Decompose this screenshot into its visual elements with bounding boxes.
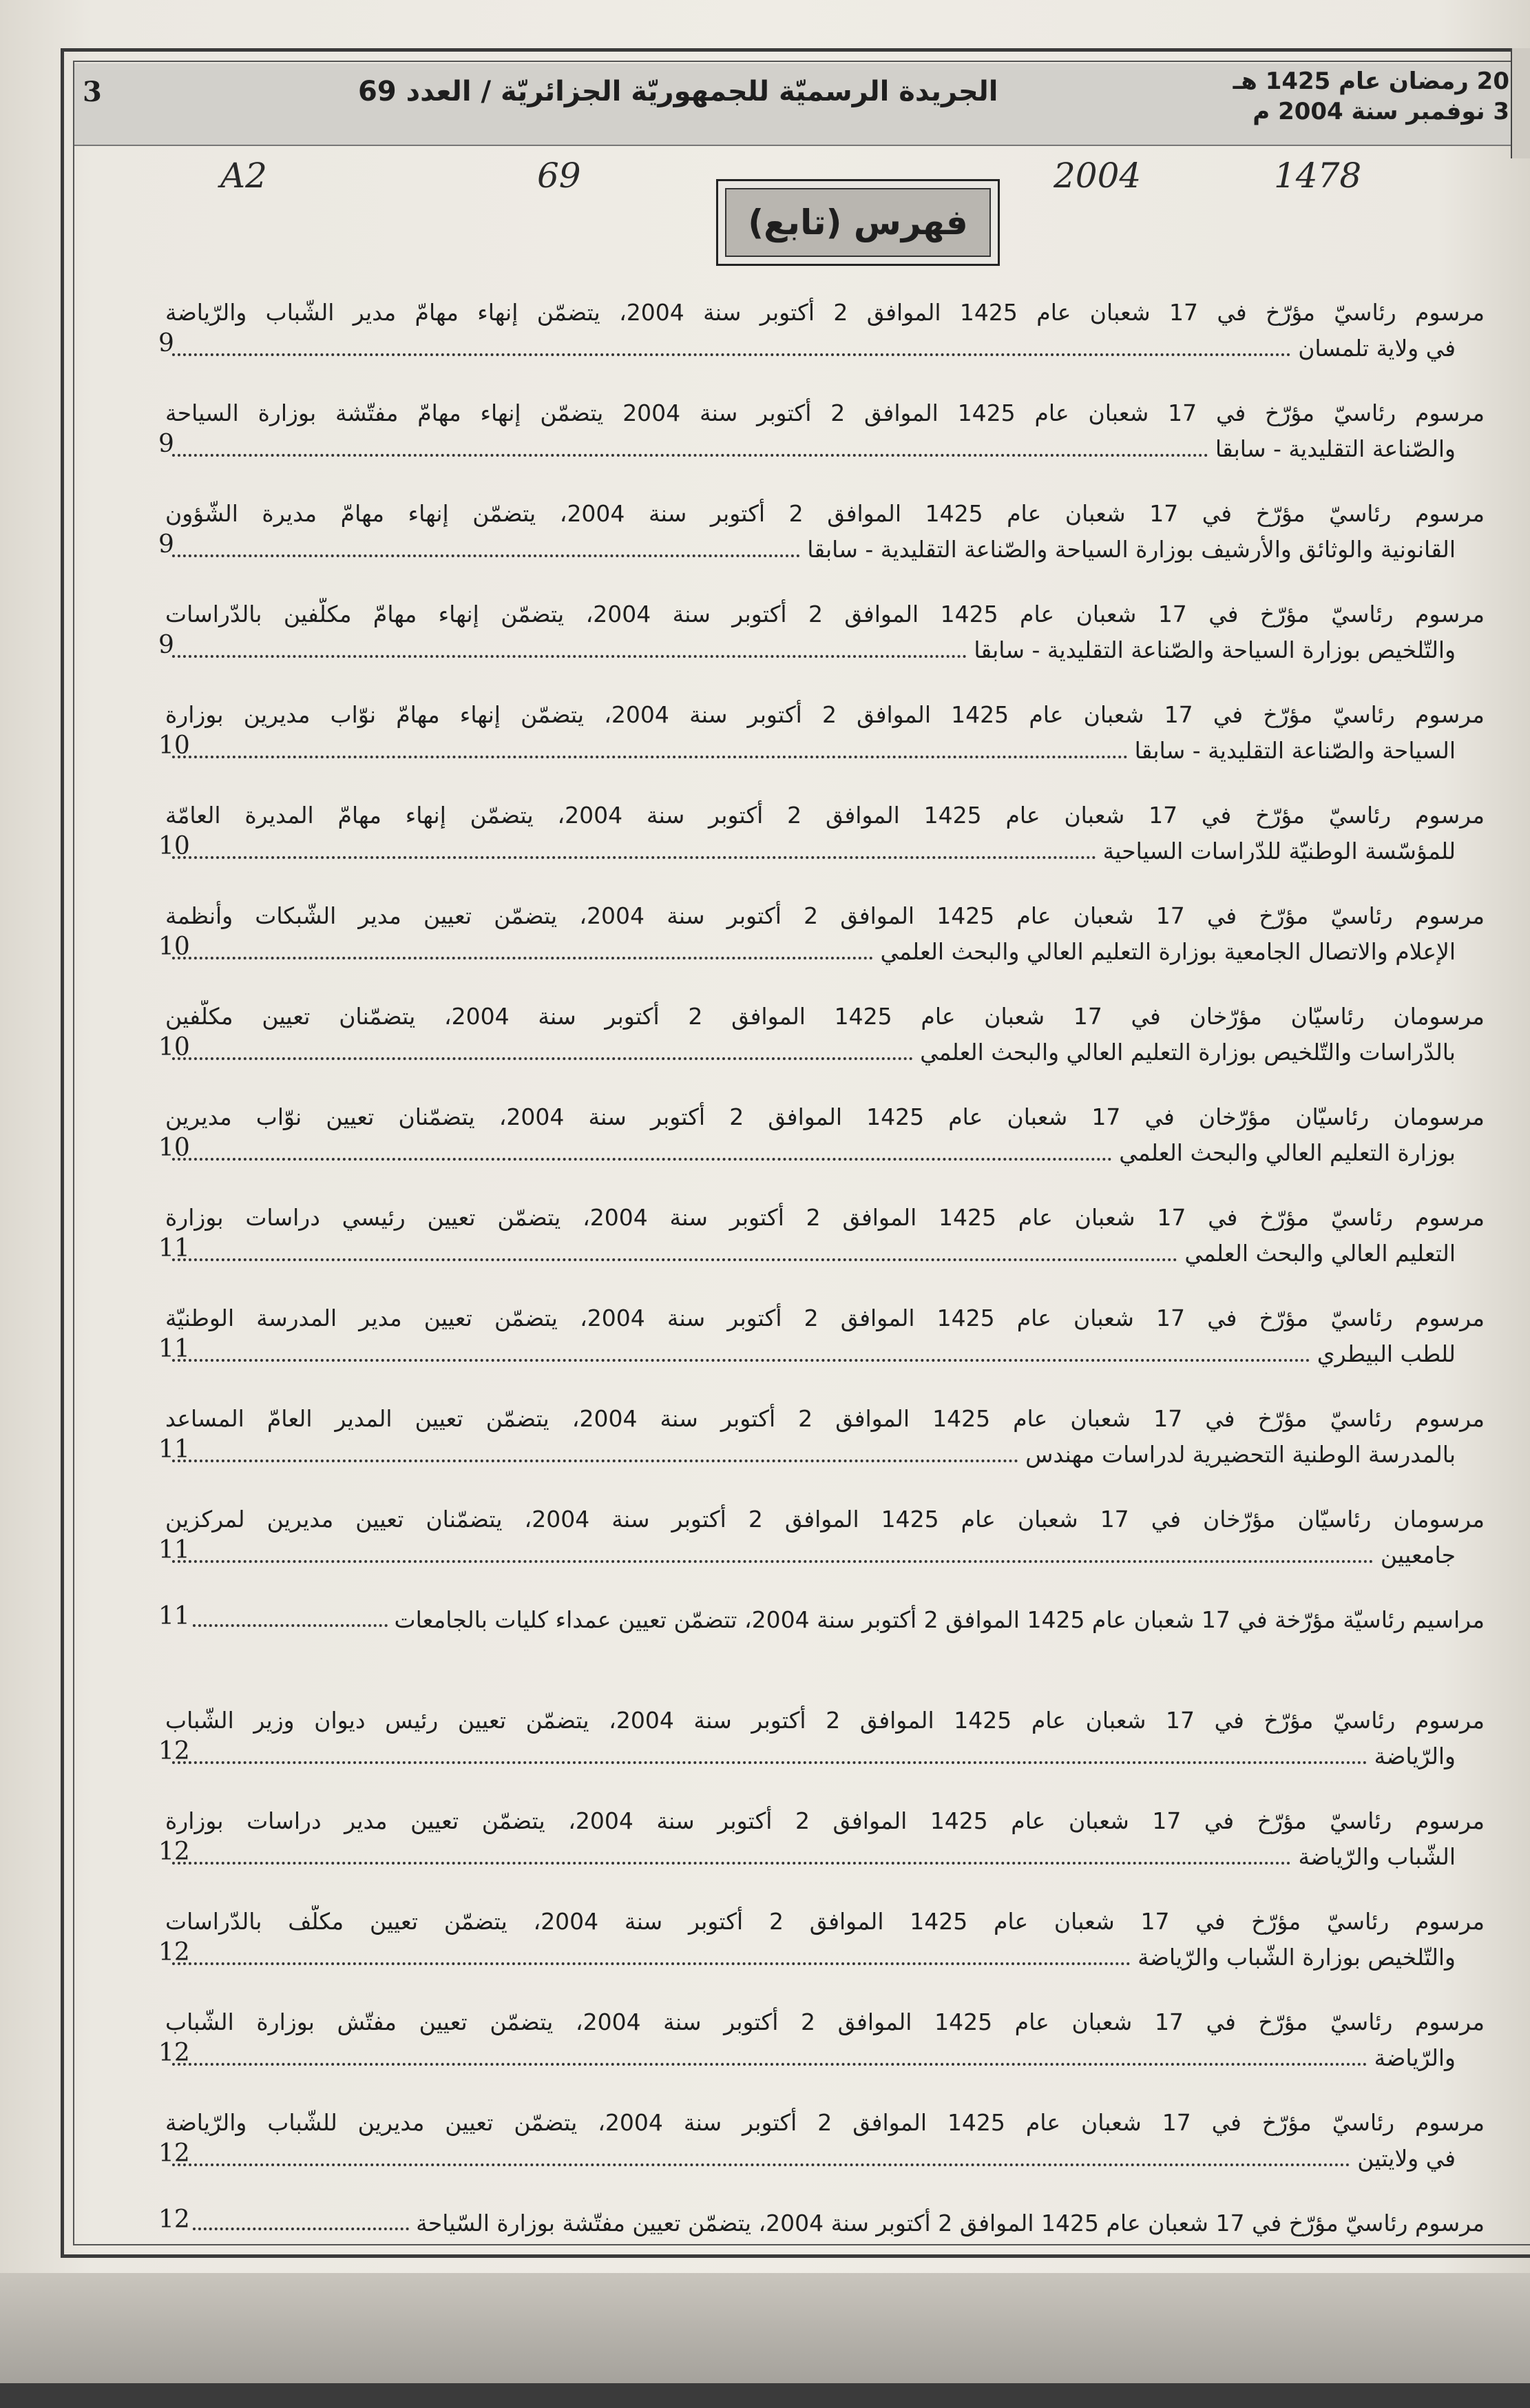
index-entry-page: 10	[158, 933, 190, 961]
index-entry-line2: والتّلخيص بوزارة الشّباب والرّياضة	[1138, 1944, 1456, 1971]
index-entry	[158, 390, 1485, 490]
index-entry-text	[165, 397, 1485, 430]
index-entry	[158, 1999, 1485, 2099]
index-entry-text	[165, 1905, 1485, 1938]
index-entry-page: 9	[158, 530, 174, 559]
index-entry-line2: القانونية والوثائق والأرشيف بوزارة السياحة والصّناعة التقليدية - سابقا	[807, 536, 1456, 563]
index-entry-line2: الشّباب والرّياضة	[1298, 1843, 1456, 1870]
dot-leader	[193, 2207, 409, 2230]
index-entry-line2: والرّياضة	[1374, 1743, 1456, 1769]
index-entry-text	[165, 1603, 1485, 1637]
dot-leader	[172, 735, 1128, 758]
index-entry-line1: مرسوم رئاسيّ مؤرّخ في 17 شعبان عام 1425 الموافق 2 أكتوبر سنة 2004، يتضمّن تعيين مدير الشّبكات وأنظمة	[165, 902, 1485, 929]
index-entry-line2: جامعيين	[1380, 1542, 1456, 1568]
index-entry-line2: بالدّراسات والتّلخيص بوزارة التعليم العالي والبحث العلمي	[920, 1039, 1456, 1066]
index-entry-line1: مرسومان رئاسيّان مؤرّخان في 17 شعبان عام 1425 الموافق 2 أكتوبر سنة 2004، يتضمّنان تعيين مديرين لمركزين	[165, 1506, 1485, 1533]
dot-leader	[172, 1137, 1112, 1161]
index-entry-continuation	[165, 1136, 1456, 1170]
index-entry	[158, 1295, 1485, 1395]
index-entry	[158, 893, 1485, 993]
dot-leader	[172, 1238, 1177, 1261]
index-entry-text	[165, 497, 1485, 530]
index-entry-continuation	[165, 1438, 1456, 1471]
index-entry-text	[165, 598, 1485, 631]
index-entry-page: 11	[158, 1234, 190, 1263]
index-entry-page: 10	[158, 832, 190, 860]
index-entry	[158, 1094, 1485, 1194]
index-entry-page: 12	[158, 2039, 190, 2067]
index-entry-page: 11	[158, 1335, 190, 1363]
index-entry-text	[165, 799, 1485, 832]
issue-date	[1233, 66, 1509, 127]
index-entry-page: 12	[158, 1737, 190, 1765]
dot-leader	[172, 936, 873, 959]
index-entry-continuation	[165, 835, 1456, 868]
dot-leader	[172, 1741, 1367, 1764]
index-entry-line1: مرسوم رئاسيّ مؤرّخ في 17 شعبان عام 1425 الموافق 2 أكتوبر سنة 2004، يتضمّن تعيين المدير العامّ المساعد	[165, 1405, 1485, 1432]
dot-leader	[172, 1338, 1310, 1362]
index-entry-text	[165, 2106, 1485, 2139]
index-entry-line1: مرسوم رئاسيّ مؤرّخ في 17 شعبان عام 1425 الموافق 2 أكتوبر سنة 2004، يتضمّن إنهاء مهامّ مديرة الشّؤون	[165, 500, 1485, 527]
index-entry-line2: والتّلخيص بوزارة السياحة والصّناعة التقليدية - سابقا	[974, 636, 1456, 663]
index-entry-continuation	[165, 332, 1456, 365]
dot-leader	[172, 634, 967, 658]
index-entry-line1: مرسومان رئاسيّان مؤرّخان في 17 شعبان عام 1425 الموافق 2 أكتوبر سنة 2004، يتضمّنان تعيين نوّاب مديرين	[165, 1103, 1485, 1130]
index-entry-page: 11	[158, 1602, 190, 1630]
index-entry	[158, 1496, 1485, 1597]
index-entry-line1: مرسوم رئاسيّ مؤرّخ في 17 شعبان عام 1425 الموافق 2 أكتوبر سنة 2004، يتضمّن إنهاء مهامّ مدير الشّباب والرّياضة	[165, 299, 1485, 326]
index-entry	[158, 1798, 1485, 1898]
index-entry-line2: بوزارة التعليم العالي والبحث العلمي	[1119, 1139, 1456, 1166]
index-entry-text	[165, 698, 1485, 731]
journal-title: الجريدة الرسميّة للجمهوريّة الجزائريّة / العدد 69	[358, 76, 998, 107]
section-title-box	[716, 179, 1000, 266]
index-entry-line1: مرسوم رئاسيّ مؤرّخ في 17 شعبان عام 1425 الموافق 2 أكتوبر سنة 2004، يتضمّن تعيين مفتّش بوزارة الشّباب	[165, 2009, 1485, 2035]
index-entry-text	[165, 1805, 1485, 1838]
index-entry-page: 12	[158, 2139, 190, 2168]
index-entry-line2: للمؤسّسة الوطنيّة للدّراسات السياحية	[1102, 838, 1456, 864]
index-entry-text	[165, 1201, 1485, 1234]
index-entry	[158, 1898, 1485, 1999]
index-entry-line1: مرسوم رئاسيّ مؤرّخ في 17 شعبان عام 1425 الموافق 2 أكتوبر سنة 2004، يتضمّن إنهاء مهامّ المديرة العامّة	[165, 802, 1485, 829]
index-entry-text	[165, 1000, 1485, 1033]
index-entry-line2: في ولايتين	[1357, 2145, 1456, 2172]
dot-leader	[172, 333, 1291, 356]
index-entry-line1: مراسيم رئاسيّة مؤرّخة في 17 شعبان عام 1425 الموافق 2 أكتوبر سنة 2004، تتضمّن تعيين عمداء كليات بالجامعات	[394, 1606, 1485, 1633]
index-entry	[158, 1194, 1485, 1295]
adjacent-page-edge	[1511, 48, 1530, 158]
index-entry-line1: مرسومان رئاسيّان مؤرّخان في 17 شعبان عام 1425 الموافق 2 أكتوبر سنة 2004، يتضمّنان تعيين مكلّفين	[165, 1003, 1485, 1030]
handwritten-note-d: 1478	[1274, 156, 1362, 196]
index-entry-line1: مرسوم رئاسيّ مؤرّخ في 17 شعبان عام 1425 الموافق 2 أكتوبر سنة 2004، يتضمّن إنهاء مهامّ نوّاب مديرين بوزارة	[165, 701, 1485, 728]
index-entry-continuation	[165, 2142, 1456, 2175]
index-entry-page: 12	[158, 1838, 190, 1866]
index-entry	[158, 1697, 1485, 1798]
index-entry-continuation	[165, 1941, 1456, 1974]
index-entry-line1: مرسوم رئاسيّ مؤرّخ في 17 شعبان عام 1425 الموافق 2 أكتوبر سنة 2004، يتضمّن تعيين رئيس ديوان وزير الشّباب	[165, 1707, 1485, 1734]
index-entry	[158, 490, 1485, 591]
index-entry-continuation	[165, 634, 1456, 667]
handwritten-note-b: 69	[537, 156, 581, 196]
index-entry-text	[165, 900, 1485, 933]
dot-leader	[172, 835, 1096, 859]
index-entry-line1: مرسوم رئاسيّ مؤرّخ في 17 شعبان عام 1425 الموافق 2 أكتوبر سنة 2004 يتضمّن إنهاء مهامّ مفتّشة بوزارة السياحة	[165, 399, 1485, 426]
index-entry	[158, 792, 1485, 893]
index-entry-line2: بالمدرسة الوطنية التحضيرية لدراسات مهندس	[1025, 1441, 1456, 1468]
index-entry-continuation	[165, 734, 1456, 767]
index-entry-continuation	[165, 1740, 1456, 1773]
index-entry-text	[165, 296, 1485, 329]
index-entry	[158, 2099, 1485, 2200]
index-entry-page: 9	[158, 631, 174, 659]
index-entry-continuation	[165, 1539, 1456, 1572]
index-entry	[158, 1395, 1485, 1496]
index-entry-line1: مرسوم رئاسيّ مؤرّخ في 17 شعبان عام 1425 الموافق 2 أكتوبر سنة 2004، يتضمّن إنهاء مهامّ مكلّفين بالدّراسات	[165, 601, 1485, 627]
index-entry-text	[165, 1402, 1485, 1435]
index-entry	[158, 993, 1485, 1094]
index-entry-line1: مرسوم رئاسيّ مؤرّخ في 17 شعبان عام 1425 الموافق 2 أكتوبر سنة 2004، يتضمّن تعيين مفتّشة بوزارة السّياحة	[416, 2210, 1485, 2236]
index-entry-text	[165, 1101, 1485, 1134]
index-entry-page: 11	[158, 1435, 190, 1464]
index-entry-page: 10	[158, 1134, 190, 1162]
dot-leader	[172, 1942, 1131, 1965]
index-entry-continuation	[165, 2042, 1456, 2075]
scan-bottom-rule	[0, 2383, 1530, 2408]
dot-leader	[172, 534, 800, 557]
index-entry-continuation	[165, 935, 1456, 968]
index-entry-line2: الإعلام والاتصال الجامعية بوزارة التعليم العالي والبحث العلمي	[880, 938, 1456, 965]
handwritten-note-c: 2004	[1054, 156, 1142, 196]
dot-leader	[172, 1539, 1374, 1563]
index-entry-line2: التعليم العالي والبحث العلمي	[1184, 1240, 1456, 1267]
index-entry-line2: والصّناعة التقليدية - سابقا	[1215, 435, 1456, 462]
index-entry-page: 11	[158, 1536, 190, 1564]
index-entry	[158, 692, 1485, 792]
index-entry	[158, 289, 1485, 390]
index-entry-line1: مرسوم رئاسيّ مؤرّخ في 17 شعبان عام 1425 الموافق 2 أكتوبر سنة 2004، يتضمّن تعيين مكلّف بالدّراسات	[165, 1908, 1485, 1935]
index-entry-continuation	[165, 433, 1456, 466]
index-entry-line1: مرسوم رئاسيّ مؤرّخ في 17 شعبان عام 1425 الموافق 2 أكتوبر سنة 2004، يتضمّن تعيين مدير دراسات بوزارة	[165, 1807, 1485, 1834]
dot-leader	[172, 433, 1208, 457]
index-entry-page: 10	[158, 731, 190, 760]
index-entry-page: 9	[158, 329, 174, 357]
index-entry	[158, 591, 1485, 692]
index-entry-line2: السياحة والصّناعة التقليدية - سابقا	[1134, 737, 1456, 764]
index-entry-line2: والرّياضة	[1374, 2044, 1456, 2071]
index-entry-line1: مرسوم رئاسيّ مؤرّخ في 17 شعبان عام 1425 الموافق 2 أكتوبر سنة 2004، يتضمّن تعيين رئيسي دراسات بوزارة	[165, 1204, 1485, 1231]
dot-leader	[172, 1037, 913, 1060]
dot-leader	[172, 2042, 1367, 2066]
index-entry-text	[165, 1503, 1485, 1536]
index-entry-continuation	[165, 533, 1456, 566]
dot-leader	[172, 1841, 1291, 1865]
dot-leader	[172, 1439, 1018, 1462]
page-number: 3	[83, 76, 102, 108]
index-entry-line1: مرسوم رئاسيّ مؤرّخ في 17 شعبان عام 1425 الموافق 2 أكتوبر سنة 2004، يتضمّن تعيين مدير المدرسة الوطنيّة	[165, 1305, 1485, 1331]
index-entry-continuation	[165, 1237, 1456, 1270]
issue-date-hijri: 20 رمضان عام 1425 هـ	[1233, 68, 1509, 95]
index-entry-continuation	[165, 1338, 1456, 1371]
index-entry-line2: للطب البيطري	[1317, 1340, 1456, 1367]
index-entry	[158, 1597, 1485, 1697]
index-entry-text	[165, 2006, 1485, 2039]
index-entry-continuation	[165, 1840, 1456, 1874]
index-entry-page: 10	[158, 1033, 190, 1061]
scan-bottom-edge	[0, 2273, 1530, 2408]
dot-leader	[172, 2143, 1350, 2166]
issue-date-gregorian: 3 نوفمبر سنة 2004 م	[1253, 98, 1509, 125]
index-entry-text	[165, 1302, 1485, 1335]
index-entry-line2: في ولاية تلمسان	[1298, 335, 1456, 362]
index-entry-page: 12	[158, 2205, 190, 2234]
index-entry-page: 9	[158, 430, 174, 458]
index-entry-text	[165, 1704, 1485, 1737]
index-entry-page: 12	[158, 1938, 190, 1966]
index-entry-text	[165, 2207, 1485, 2240]
index-entry-line1: مرسوم رئاسيّ مؤرّخ في 17 شعبان عام 1425 الموافق 2 أكتوبر سنة 2004، يتضمّن تعيين مديرين للشّباب والرّياضة	[165, 2109, 1485, 2136]
section-title: فهرس (تابع)	[725, 188, 991, 257]
index-list	[158, 289, 1485, 2301]
dot-leader	[193, 1603, 388, 1627]
handwritten-note-a: A2	[220, 156, 267, 196]
index-entry-continuation	[165, 1036, 1456, 1069]
